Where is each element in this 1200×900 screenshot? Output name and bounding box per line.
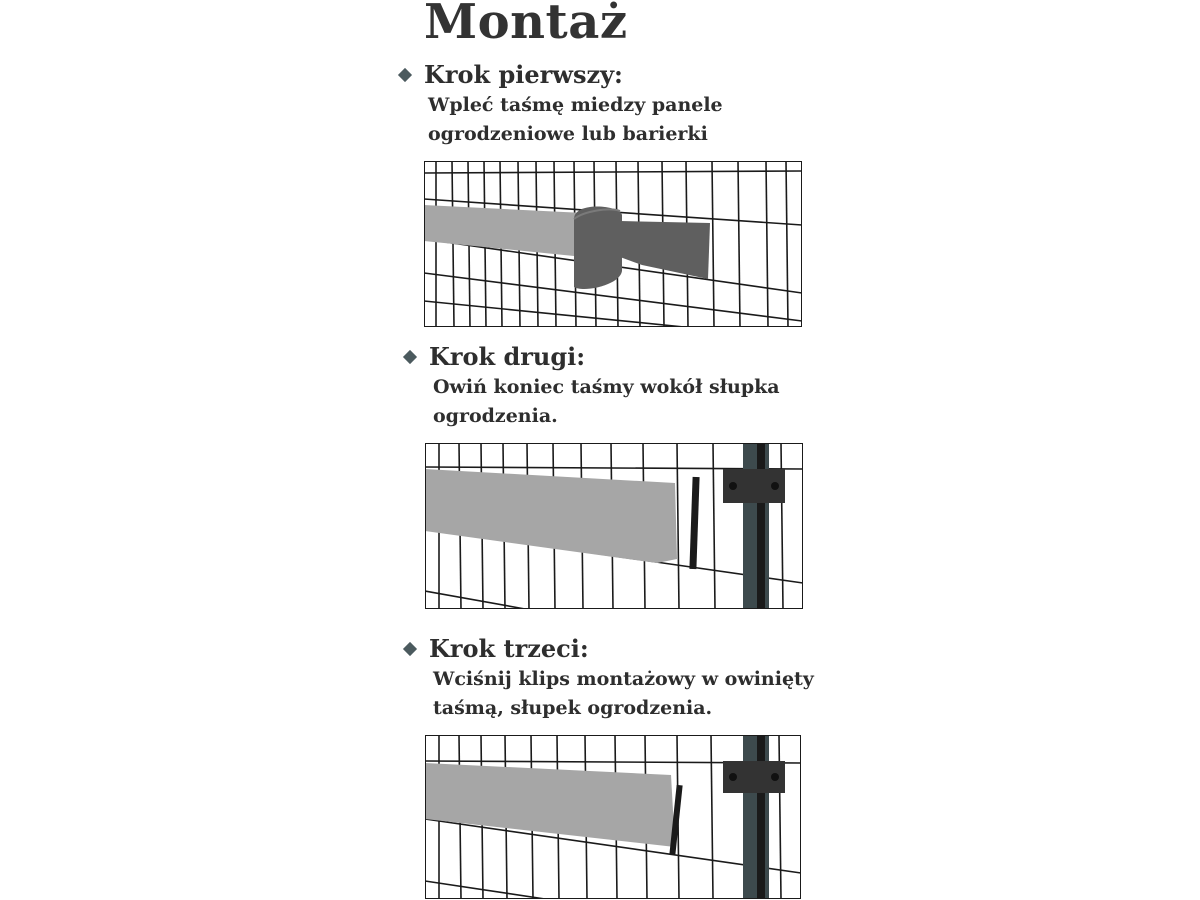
- page-title: Montaż: [424, 0, 628, 50]
- step-2: [401, 342, 780, 431]
- step-1-title: Krok pierwszy:: [424, 60, 623, 89]
- step-3-description: Wciśnij klips montażowy w owinięty taśmą, słupek ogrodzenia.: [433, 668, 814, 719]
- step-2-illustration: [425, 443, 803, 609]
- step-2-description: Owiń koniec taśmy wokół słupka ogrodzenia.: [433, 376, 780, 427]
- step-3-title: Krok trzeci:: [429, 634, 589, 663]
- step-3: [401, 634, 814, 723]
- step-1-illustration: [424, 161, 802, 327]
- step-2-title: Krok drugi:: [429, 342, 586, 371]
- step-1: [396, 60, 723, 149]
- bullet-diamond-icon: [403, 349, 417, 363]
- step-1-description: Wpleć taśmę miedzy panele ogrodzeniowe lub barierki: [428, 94, 723, 145]
- step-3-illustration: [425, 735, 801, 899]
- bullet-diamond-icon: [398, 67, 412, 81]
- bullet-diamond-icon: [403, 641, 417, 655]
